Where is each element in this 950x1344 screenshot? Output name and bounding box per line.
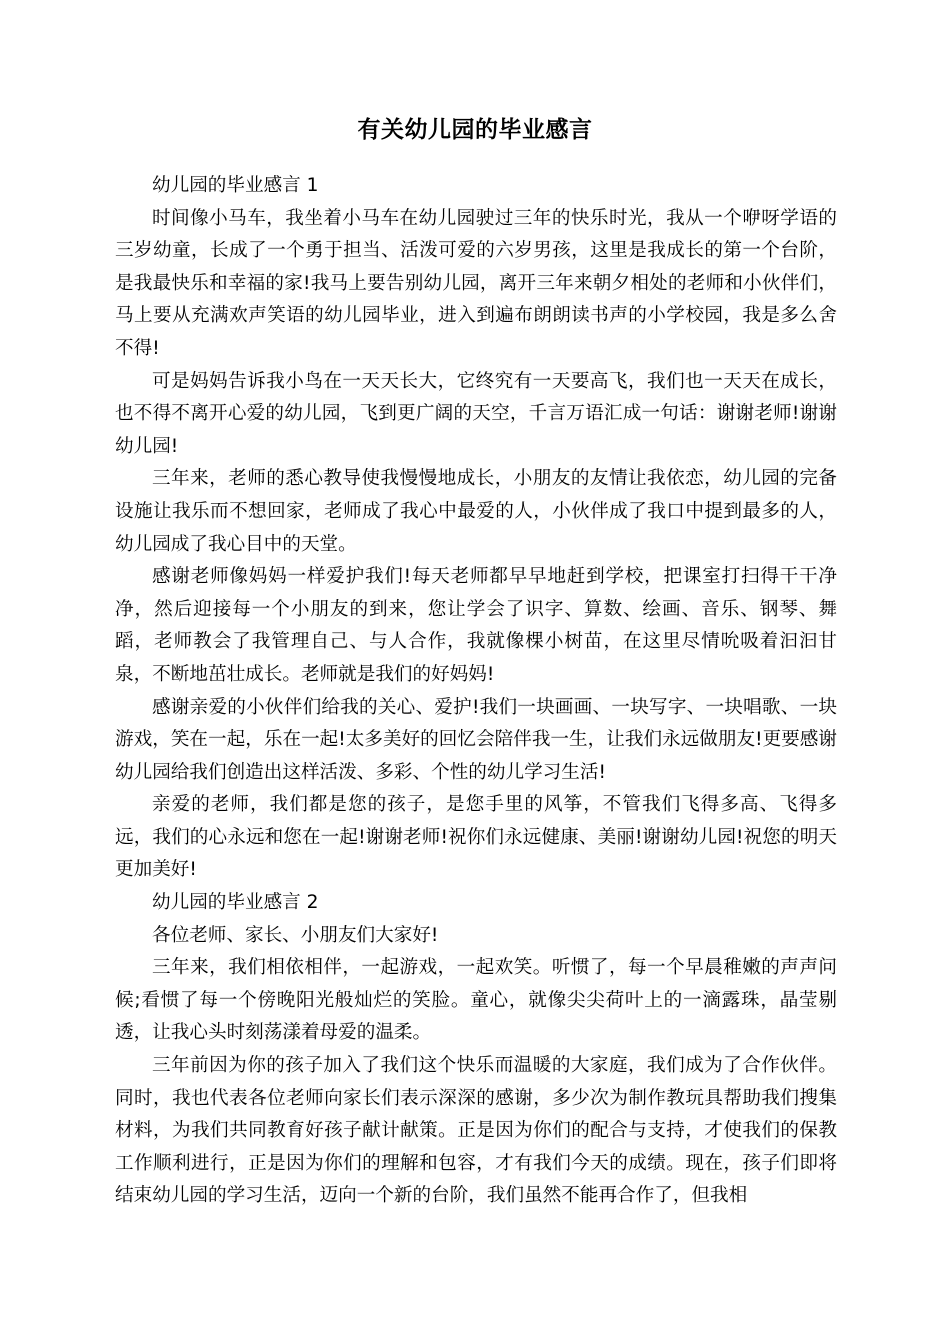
greeting-line: 各位老师、家长、小朋友们大家好! <box>152 924 439 946</box>
section-heading: 幼儿园的毕业感言 2 <box>152 892 319 914</box>
paragraph: 三年来，我们相依相伴，一起游戏，一起欢笑。听惯了，每一个早晨稚嫩的声声问候;看惯了每一个傍晚阳光般灿烂的笑脸。童心，就像尖尖荷叶上的一滴露珠，晶莹剔透，让我心头时刻荡漾着母爱的温柔。 <box>115 957 837 1044</box>
paragraph: 三年来，老师的悉心教导使我慢慢地成长，小朋友的友情让我依恋，幼儿园的完备设施让我乐而不想回家，老师成了我心中最爱的人，小伙伴成了我口中提到最多的人，幼儿园成了我心目中的天堂。 <box>115 468 837 555</box>
paragraph: 感谢亲爱的小伙伴们给我的关心、爱护!我们一块画画、一块写字、一块唱歌、一块游戏，笑在一起，乐在一起!太多美好的回忆会陪伴我一生，让我们永远做朋友!更要感谢幼儿园给我们创造出这样活泼、多彩、个性的幼儿学习生活! <box>115 696 837 783</box>
paragraph: 时间像小马车，我坐着小马车在幼儿园驶过三年的快乐时光，我从一个咿呀学语的三岁幼童，长成了一个勇于担当、活泼可爱的六岁男孩，这里是我成长的第一个台阶，是我最快乐和幸福的家!我马上要告别幼儿园，离开三年来朝夕相处的老师和小伙伴们，马上要从充满欢声笑语的幼儿园毕业，进入到遍布朗朗读书声的小学校园，我是多么舍不得! <box>115 207 837 359</box>
paragraph: 亲爱的老师，我们都是您的孩子，是您手里的风筝，不管我们飞得多高、飞得多远，我们的心永远和您在一起!谢谢老师!祝你们永远健康、美丽!谢谢幼儿园!祝您的明天更加美好! <box>115 794 837 881</box>
paragraph: 感谢老师像妈妈一样爱护我们!每天老师都早早地赶到学校，把课室打扫得干干净净，然后迎接每一个小朋友的到来，您让学会了识字、算数、绘画、音乐、钢琴、舞蹈，老师教会了我管理自己、与人合作，我就像棵小树苗，在这里尽情吮吸着汩汩甘泉，不断地茁壮成长。老师就是我们的好妈妈! <box>115 566 837 685</box>
section-heading: 幼儿园的毕业感言 1 <box>152 175 319 196</box>
paragraph: 三年前因为你的孩子加入了我们这个快乐而温暖的大家庭，我们成为了合作伙伴。同时，我也代表各位老师向家长们表示深深的感谢，多少次为制作教玩具帮助我们搜集材料，为我们共同教育好孩子献计献策。正是因为你们的配合与支持，才使我们的保教工作顺利进行，正是因为你们的理解和包容，才有我们今天的成绩。现在，孩子们即将结束幼儿园的学习生活，迈向一个新的台阶，我们虽然不能再合作了，但我相 <box>115 1055 837 1207</box>
document-title: 有关幼儿园的毕业感言 <box>357 117 593 143</box>
paragraph: 可是妈妈告诉我小鸟在一天天长大，它终究有一天要高飞，我们也一天天在成长，也不得不离开心爱的幼儿园，飞到更广阔的天空，千言万语汇成一句话：谢谢老师!谢谢幼儿园! <box>115 370 837 457</box>
document-body <box>115 170 837 1213</box>
